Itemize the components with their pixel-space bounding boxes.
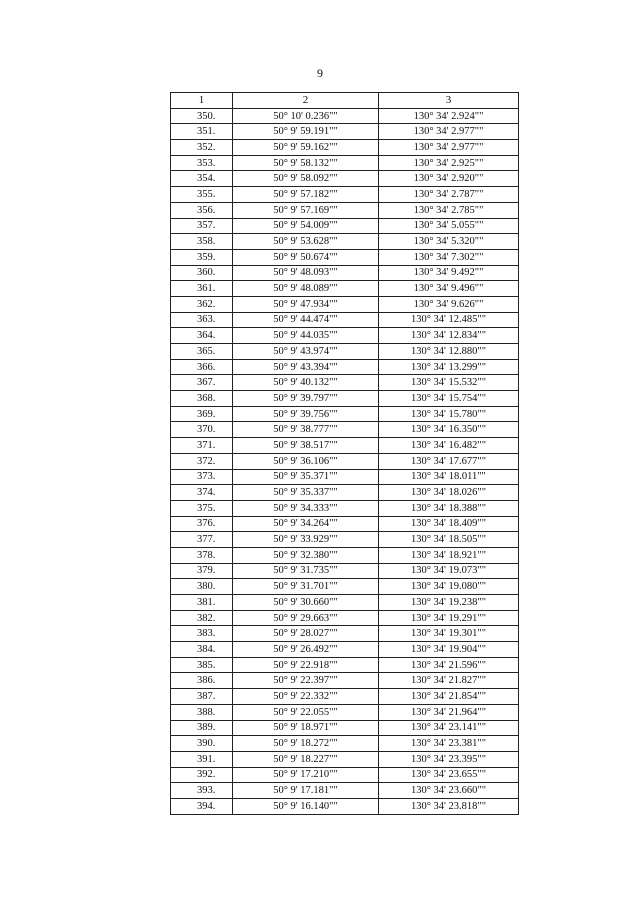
row-number-cell: 365. (171, 344, 233, 360)
latitude-cell: 50° 9' 59.162"" (233, 140, 379, 156)
column-header-latitude: 2 (233, 93, 379, 109)
longitude-cell: 130° 34' 19.080"" (379, 579, 519, 595)
latitude-cell: 50° 9' 17.210"" (233, 767, 379, 783)
table-row (171, 281, 519, 297)
table-row (171, 438, 519, 454)
column-header-longitude: 3 (379, 93, 519, 109)
row-number-cell: 375. (171, 500, 233, 516)
longitude-cell: 130° 34' 9.626"" (379, 296, 519, 312)
row-number-cell: 394. (171, 798, 233, 814)
longitude-cell: 130° 34' 12.834"" (379, 328, 519, 344)
longitude-cell: 130° 34' 5.055"" (379, 218, 519, 234)
latitude-cell: 50° 9' 18.971"" (233, 720, 379, 736)
latitude-cell: 50° 9' 22.397"" (233, 673, 379, 689)
latitude-cell: 50° 9' 29.663"" (233, 610, 379, 626)
row-number-cell: 388. (171, 704, 233, 720)
table-row (171, 422, 519, 438)
latitude-cell: 50° 9' 57.169"" (233, 202, 379, 218)
latitude-cell: 50° 9' 57.182"" (233, 187, 379, 203)
row-number-cell: 360. (171, 265, 233, 281)
table-row (171, 673, 519, 689)
longitude-cell: 130° 34' 18.921"" (379, 547, 519, 563)
longitude-cell: 130° 34' 23.395"" (379, 751, 519, 767)
longitude-cell: 130° 34' 23.655"" (379, 767, 519, 783)
table-row (171, 218, 519, 234)
latitude-cell: 50° 9' 33.929"" (233, 532, 379, 548)
table-row (171, 124, 519, 140)
longitude-cell: 130° 34' 19.073"" (379, 563, 519, 579)
row-number-cell: 358. (171, 234, 233, 250)
latitude-cell: 50° 9' 39.756"" (233, 406, 379, 422)
longitude-cell: 130° 34' 2.924"" (379, 108, 519, 124)
table-row (171, 296, 519, 312)
row-number-cell: 351. (171, 124, 233, 140)
row-number-cell: 362. (171, 296, 233, 312)
latitude-cell: 50° 9' 44.035"" (233, 328, 379, 344)
table-row (171, 516, 519, 532)
longitude-cell: 130° 34' 18.388"" (379, 500, 519, 516)
row-number-cell: 391. (171, 751, 233, 767)
latitude-cell: 50° 9' 38.517"" (233, 438, 379, 454)
row-number-cell: 368. (171, 391, 233, 407)
table-row (171, 328, 519, 344)
latitude-cell: 50° 9' 17.181"" (233, 783, 379, 799)
table-row (171, 155, 519, 171)
row-number-cell: 370. (171, 422, 233, 438)
latitude-cell: 50° 9' 35.371"" (233, 469, 379, 485)
row-number-cell: 393. (171, 783, 233, 799)
row-number-cell: 357. (171, 218, 233, 234)
row-number-cell: 382. (171, 610, 233, 626)
latitude-cell: 50° 9' 54.009"" (233, 218, 379, 234)
row-number-cell: 369. (171, 406, 233, 422)
table-row (171, 312, 519, 328)
latitude-cell: 50° 9' 18.272"" (233, 736, 379, 752)
latitude-cell: 50° 9' 50.674"" (233, 249, 379, 265)
longitude-cell: 130° 34' 9.496"" (379, 281, 519, 297)
longitude-cell: 130° 34' 15.532"" (379, 375, 519, 391)
longitude-cell: 130° 34' 23.381"" (379, 736, 519, 752)
table-row (171, 626, 519, 642)
table-row (171, 767, 519, 783)
table-header-row (171, 93, 519, 109)
table-row (171, 391, 519, 407)
longitude-cell: 130° 34' 19.301"" (379, 626, 519, 642)
longitude-cell: 130° 34' 19.291"" (379, 610, 519, 626)
latitude-cell: 50° 9' 16.140"" (233, 798, 379, 814)
table-row (171, 720, 519, 736)
row-number-cell: 392. (171, 767, 233, 783)
page-number: 9 (317, 66, 323, 80)
table-row (171, 736, 519, 752)
table-row (171, 689, 519, 705)
latitude-cell: 50° 9' 26.492"" (233, 642, 379, 658)
longitude-cell: 130° 34' 2.977"" (379, 140, 519, 156)
coordinates-table (170, 92, 519, 815)
longitude-cell: 130° 34' 15.780"" (379, 406, 519, 422)
longitude-cell: 130° 34' 18.026"" (379, 485, 519, 501)
longitude-cell: 130° 34' 2.920"" (379, 171, 519, 187)
table-row (171, 453, 519, 469)
latitude-cell: 50° 9' 35.337"" (233, 485, 379, 501)
table-row (171, 500, 519, 516)
longitude-cell: 130° 34' 15.754"" (379, 391, 519, 407)
latitude-cell: 50° 9' 43.394"" (233, 359, 379, 375)
latitude-cell: 50° 9' 36.106"" (233, 453, 379, 469)
row-number-cell: 366. (171, 359, 233, 375)
latitude-cell: 50° 9' 22.332"" (233, 689, 379, 705)
latitude-cell: 50° 9' 31.735"" (233, 563, 379, 579)
table-row (171, 657, 519, 673)
longitude-cell: 130° 34' 2.785"" (379, 202, 519, 218)
longitude-cell: 130° 34' 21.827"" (379, 673, 519, 689)
latitude-cell: 50° 9' 58.132"" (233, 155, 379, 171)
table-row (171, 485, 519, 501)
row-number-cell: 379. (171, 563, 233, 579)
longitude-cell: 130° 34' 19.904"" (379, 642, 519, 658)
table-row (171, 783, 519, 799)
table-row (171, 202, 519, 218)
latitude-cell: 50° 9' 40.132"" (233, 375, 379, 391)
row-number-cell: 350. (171, 108, 233, 124)
table-row (171, 171, 519, 187)
longitude-cell: 130° 34' 12.880"" (379, 344, 519, 360)
table-row (171, 234, 519, 250)
row-number-cell: 361. (171, 281, 233, 297)
table-row (171, 406, 519, 422)
row-number-cell: 389. (171, 720, 233, 736)
longitude-cell: 130° 34' 18.409"" (379, 516, 519, 532)
longitude-cell: 130° 34' 5.320"" (379, 234, 519, 250)
longitude-cell: 130° 34' 21.854"" (379, 689, 519, 705)
longitude-cell: 130° 34' 7.302"" (379, 249, 519, 265)
latitude-cell: 50° 9' 38.777"" (233, 422, 379, 438)
row-number-cell: 374. (171, 485, 233, 501)
latitude-cell: 50° 9' 44.474"" (233, 312, 379, 328)
row-number-cell: 377. (171, 532, 233, 548)
latitude-cell: 50° 9' 48.089"" (233, 281, 379, 297)
table-body (171, 108, 519, 814)
longitude-cell: 130° 34' 21.964"" (379, 704, 519, 720)
table-row (171, 751, 519, 767)
longitude-cell: 130° 34' 19.238"" (379, 595, 519, 611)
row-number-cell: 384. (171, 642, 233, 658)
latitude-cell: 50° 10' 0.236"" (233, 108, 379, 124)
table-row (171, 579, 519, 595)
row-number-cell: 386. (171, 673, 233, 689)
latitude-cell: 50° 9' 34.264"" (233, 516, 379, 532)
latitude-cell: 50° 9' 30.660"" (233, 595, 379, 611)
table-row (171, 595, 519, 611)
latitude-cell: 50° 9' 22.055"" (233, 704, 379, 720)
row-number-cell: 373. (171, 469, 233, 485)
latitude-cell: 50° 9' 18.227"" (233, 751, 379, 767)
longitude-cell: 130° 34' 23.660"" (379, 783, 519, 799)
row-number-cell: 376. (171, 516, 233, 532)
table-row (171, 187, 519, 203)
row-number-cell: 363. (171, 312, 233, 328)
longitude-cell: 130° 34' 21.596"" (379, 657, 519, 673)
table-row (171, 375, 519, 391)
table-row (171, 642, 519, 658)
row-number-cell: 381. (171, 595, 233, 611)
row-number-cell: 367. (171, 375, 233, 391)
longitude-cell: 130° 34' 16.482"" (379, 438, 519, 454)
row-number-cell: 372. (171, 453, 233, 469)
table-row (171, 344, 519, 360)
table-row (171, 532, 519, 548)
table-row (171, 563, 519, 579)
latitude-cell: 50° 9' 48.093"" (233, 265, 379, 281)
longitude-cell: 130° 34' 17.677"" (379, 453, 519, 469)
table-row (171, 798, 519, 814)
latitude-cell: 50° 9' 32.380"" (233, 547, 379, 563)
row-number-cell: 364. (171, 328, 233, 344)
table-row (171, 610, 519, 626)
longitude-cell: 130° 34' 18.505"" (379, 532, 519, 548)
row-number-cell: 353. (171, 155, 233, 171)
column-header-number: 1 (171, 93, 233, 109)
row-number-cell: 383. (171, 626, 233, 642)
latitude-cell: 50° 9' 34.333"" (233, 500, 379, 516)
longitude-cell: 130° 34' 23.141"" (379, 720, 519, 736)
table-row (171, 108, 519, 124)
table-row (171, 140, 519, 156)
latitude-cell: 50° 9' 43.974"" (233, 344, 379, 360)
row-number-cell: 380. (171, 579, 233, 595)
row-number-cell: 387. (171, 689, 233, 705)
latitude-cell: 50° 9' 31.701"" (233, 579, 379, 595)
table-row (171, 265, 519, 281)
row-number-cell: 385. (171, 657, 233, 673)
latitude-cell: 50° 9' 39.797"" (233, 391, 379, 407)
row-number-cell: 356. (171, 202, 233, 218)
row-number-cell: 378. (171, 547, 233, 563)
latitude-cell: 50° 9' 47.934"" (233, 296, 379, 312)
longitude-cell: 130° 34' 9.492"" (379, 265, 519, 281)
row-number-cell: 352. (171, 140, 233, 156)
longitude-cell: 130° 34' 12.485"" (379, 312, 519, 328)
latitude-cell: 50° 9' 28.027"" (233, 626, 379, 642)
longitude-cell: 130° 34' 18.011"" (379, 469, 519, 485)
row-number-cell: 354. (171, 171, 233, 187)
table-row (171, 704, 519, 720)
longitude-cell: 130° 34' 23.818"" (379, 798, 519, 814)
longitude-cell: 130° 34' 2.925"" (379, 155, 519, 171)
latitude-cell: 50° 9' 59.191"" (233, 124, 379, 140)
table-row (171, 359, 519, 375)
table-row (171, 547, 519, 563)
row-number-cell: 359. (171, 249, 233, 265)
row-number-cell: 371. (171, 438, 233, 454)
longitude-cell: 130° 34' 2.977"" (379, 124, 519, 140)
row-number-cell: 355. (171, 187, 233, 203)
longitude-cell: 130° 34' 16.350"" (379, 422, 519, 438)
row-number-cell: 390. (171, 736, 233, 752)
table-row (171, 469, 519, 485)
table-row (171, 249, 519, 265)
latitude-cell: 50° 9' 53.628"" (233, 234, 379, 250)
latitude-cell: 50° 9' 22.918"" (233, 657, 379, 673)
longitude-cell: 130° 34' 2.787"" (379, 187, 519, 203)
latitude-cell: 50° 9' 58.092"" (233, 171, 379, 187)
longitude-cell: 130° 34' 13.299"" (379, 359, 519, 375)
